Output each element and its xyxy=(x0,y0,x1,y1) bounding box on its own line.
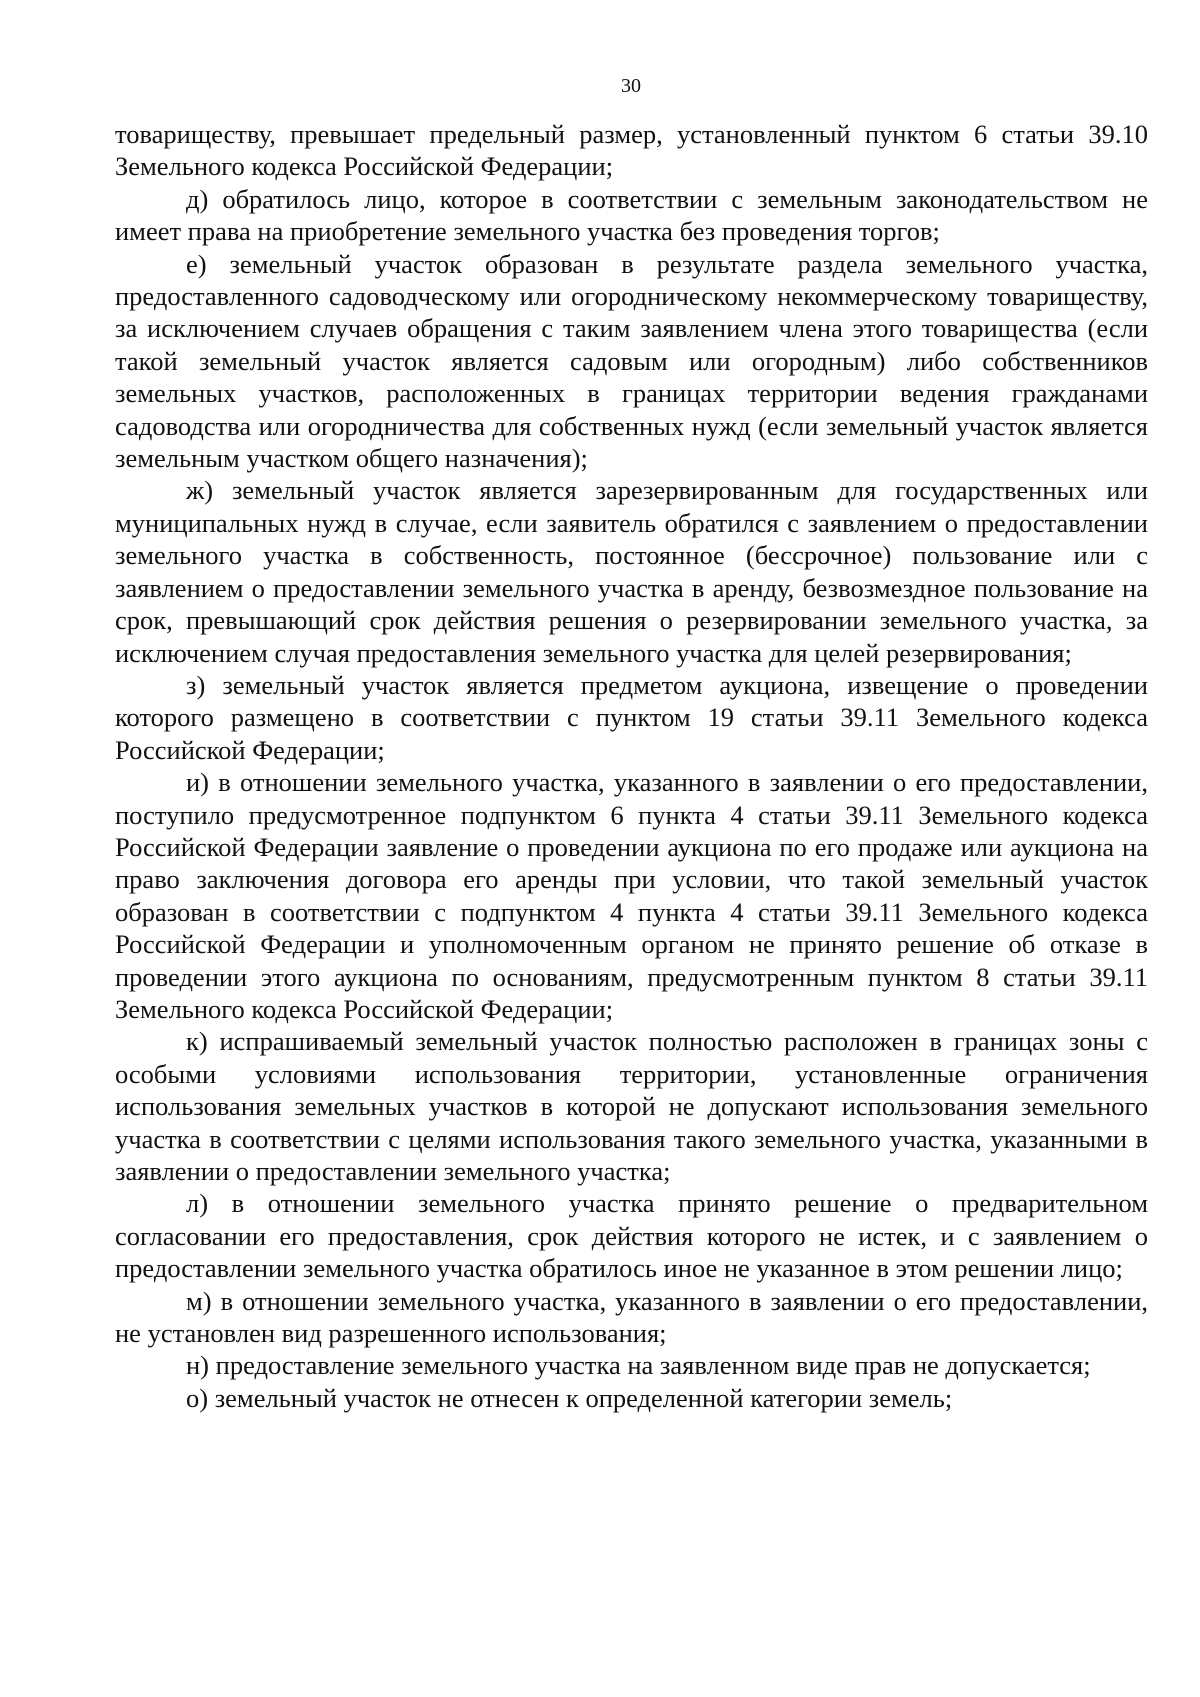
paragraph-continuation: товариществу, превышает предельный размер, установленный пунктом 6 статьи 39.10 Земельного кодекса Российской Федерации; xyxy=(115,119,1148,182)
document-body xyxy=(115,118,1148,1414)
paragraph-item-d: д) обратилось лицо, которое в соответствии с земельным законодательством не имеет права на приобретение земельного участка без проведения торгов; xyxy=(115,183,1148,247)
paragraph-item-z: з) земельный участок является предметом аукциона, извещение о проведении которого размещено в соответствии с пунктом 19 статьи 39.11 Земельного кодекса Российской Федерации; xyxy=(115,669,1148,765)
page-number: 30 xyxy=(621,75,641,97)
paragraph-item-o: о) земельный участок не отнесен к определенной категории земель; xyxy=(186,1382,953,1413)
paragraph-item-m: м) в отношении земельного участка, указанного в заявлении о его предоставлении, не установлен вид разрешенного использования; xyxy=(115,1285,1148,1349)
paragraph-item-n: н) предоставление земельного участка на заявленном виде прав не допускается; xyxy=(186,1350,1091,1381)
paragraph-item-e: е) земельный участок образован в результате раздела земельного участка, предоставленного садоводческому или огородническому некоммерческому товариществу, за исключением случаев обращения с таким заявлением члена этого товарищества (если такой земельный участок является садовым или огородным) либо собственников земельных участков, расположенных в границах территории ведения гражданами садоводства или огородничества для собственных нужд (если земельный участок является земельным участком общего назначения); xyxy=(115,248,1148,474)
paragraph-item-zh: ж) земельный участок является зарезервированным для государственных или муниципальных нужд в случае, если заявитель обратился с заявлением о предоставлении земельного участка в собственность, постоянное (бессрочное) пользование или с заявлением о предоставлении земельного участка в аренду, безвозмездное пользование на срок, превышающий срок действия решения о резервировании земельного участка, за исключением случая предоставления земельного участка для целей резервирования; xyxy=(115,475,1148,668)
paragraph-item-k: к) испрашиваемый земельный участок полностью расположен в границах зоны с особыми условиями использования территории, установленные ограничения использования земельных участков в которой не допускают использования земельного участка в соответствии с целями использования такого земельного участка, указанными в заявлении о предоставлении земельного участка; xyxy=(115,1026,1148,1186)
paragraph-item-l: л) в отношении земельного участка принято решение о предварительном согласовании его предоставления, срок действия которого не истек, и с заявлением о предоставлении земельного участка обратилось иное не указанное в этом решении лицо; xyxy=(115,1188,1148,1284)
paragraph-item-i: и) в отношении земельного участка, указанного в заявлении о его предоставлении, поступило предусмотренное подпунктом 6 пункта 4 статьи 39.11 Земельного кодекса Российской Федерации заявление о проведении аукциона по его продаже или аукциона на право заключения договора его аренды при условии, что такой земельный участок образован в соответствии с подпунктом 4 пункта 4 статьи 39.11 Земельного кодекса Российской Федерации и уполномоченным органом не принято решение об отказе в проведении этого аукциона по основаниям, предусмотренным пунктом 8 статьи 39.11 Земельного кодекса Российской Федерации; xyxy=(115,767,1148,1024)
